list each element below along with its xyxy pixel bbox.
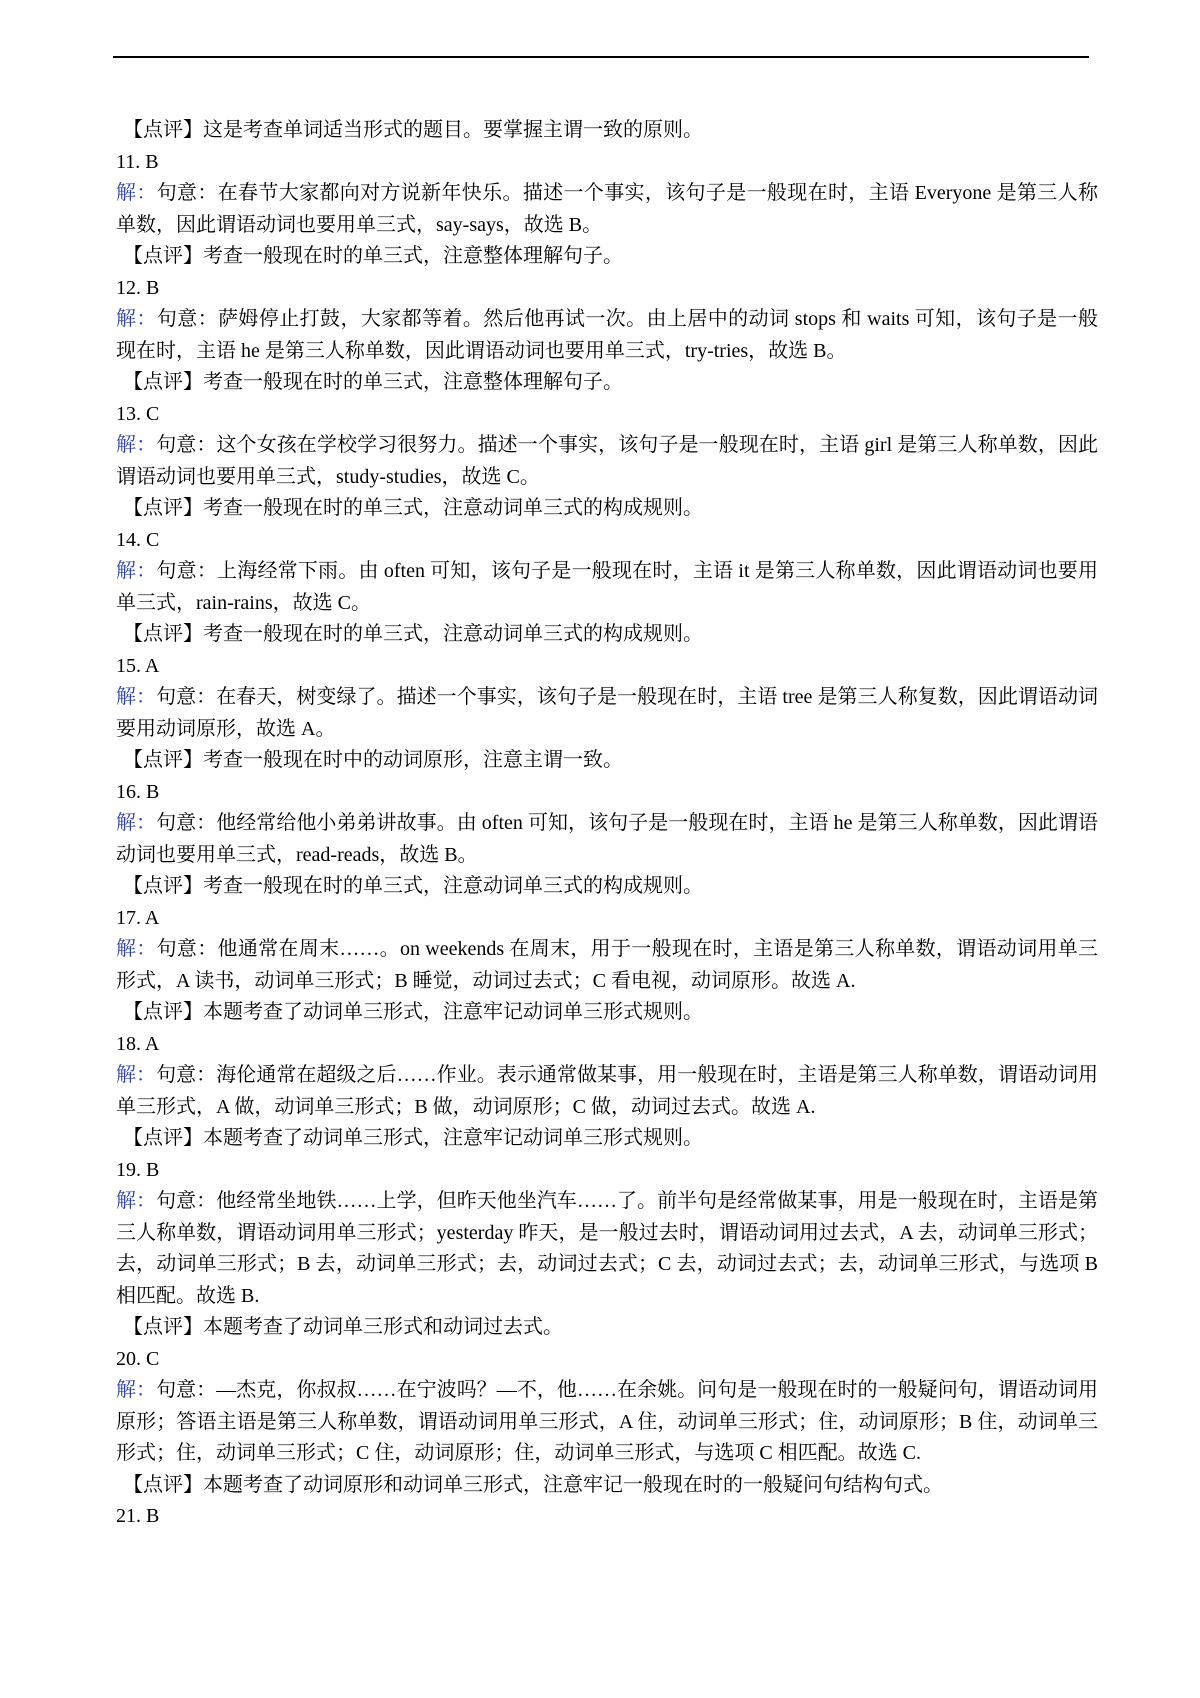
explanation-label: 解：	[116, 1190, 157, 1212]
answer-item	[116, 651, 1098, 777]
explanation-text: 句意：—杰克，你叔叔……在宁波吗？—不，他……在余姚。问句是一般现在时的一般疑问句，谓语动词用原形；答语主语是第三人称单数，谓语动词用单三形式，A 住，动词单三形式；住，动词原形；B 住，动词单三形式；住，动词单三形式；C 住，动词原形；住，动词单三形式，与选项 C 相匹配。故选 C.	[116, 1379, 1099, 1464]
explanation-text: 句意：他经常给他小弟弟讲故事。由 often 可知，该句子是一般现在时，主语 he 是第三人称单数，因此谓语动词也要用单三式，read-reads，故选 B。	[116, 812, 1098, 866]
answer-item	[116, 777, 1098, 903]
explanation-line	[116, 808, 1098, 871]
explanation-line	[116, 682, 1098, 745]
explanation-text: 句意：在春节大家都向对方说新年快乐。描述一个事实，该句子是一般现在时，主语 Everyone 是第三人称单数，因此谓语动词也要用单三式，say-says，故选 B。	[116, 182, 1098, 236]
answer-number: 21. B	[116, 1505, 160, 1527]
explanation-label: 解：	[116, 308, 157, 330]
answer-item	[116, 1344, 1098, 1502]
comment-line: 【点评】考查一般现在时的单三式，注意动词单三式的构成规则。	[123, 497, 703, 519]
answer-number: 11. B	[116, 150, 159, 173]
explanation-line	[116, 430, 1098, 493]
comment-line: 【点评】考查一般现在时的单三式，注意整体理解句子。	[123, 245, 623, 267]
explanation-label: 解：	[116, 812, 157, 834]
explanation-text: 句意：上海经常下雨。由 often 可知，该句子是一般现在时，主语 it 是第三人称单数，因此谓语动词也要用单三式，rain-rains，故选 C。	[116, 560, 1099, 614]
answer-number: 17. A	[116, 906, 160, 929]
answer-number: 14. C	[116, 528, 160, 551]
explanation-text: 句意：他经常坐地铁……上学，但昨天他坐汽车……了。前半句是经常做某事，用是一般现在时，主语是第三人称单数，谓语动词用单三形式；yesterday 昨天，是一般过去时，谓语动词用过去式，A 去，动词单三形式；去，动词单三形式；B 去，动词单三形式；去，动词过去式；C 去，动词过去式；去，动词单三形式，与选项 B 相匹配。故选 B.	[116, 1190, 1099, 1307]
comment-line: 【点评】本题考查了动词单三形式和动词过去式。	[123, 1316, 563, 1338]
header-rule	[113, 56, 1089, 58]
comment-line: 【点评】考查一般现在时的单三式，注意动词单三式的构成规则。	[123, 623, 703, 645]
comment-line: 【点评】本题考查了动词单三形式，注意牢记动词单三形式规则。	[123, 1127, 703, 1149]
explanation-text: 句意：海伦通常在超级之后……作业。表示通常做某事，用一般现在时，主语是第三人称单数，谓语动词用单三形式，A 做，动词单三形式；B 做，动词原形；C 做，动词过去式。故选 A.	[116, 1064, 1099, 1118]
answer-item	[116, 903, 1098, 1029]
answer-item	[116, 1029, 1098, 1155]
answer-number: 19. B	[116, 1158, 160, 1181]
explanation-line	[116, 1060, 1098, 1123]
explanation-text: 句意：在春天，树变绿了。描述一个事实，该句子是一般现在时，主语 tree 是第三人称复数，因此谓语动词要用动词原形，故选 A。	[116, 686, 1098, 740]
answer-number: 18. A	[116, 1032, 160, 1055]
explanation-text: 句意：萨姆停止打鼓，大家都等着。然后他再试一次。由上居中的动词 stops 和 waits 可知，该句子是一般现在时，主语 he 是第三人称单数，因此谓语动词也要用单三式，try-tries，故选 B。	[116, 308, 1098, 362]
comment-line: 【点评】本题考查了动词单三形式，注意牢记动词单三形式规则。	[123, 1001, 703, 1023]
explanation-label: 解：	[116, 686, 157, 708]
explanation-text: 句意：他通常在周末……。on weekends 在周末，用于一般现在时，主语是第三人称单数，谓语动词用单三形式，A 读书，动词单三形式；B 睡觉，动词过去式；C 看电视，动词原形。故选 A.	[116, 938, 1099, 992]
answer-number: 20. C	[116, 1347, 160, 1370]
explanation-line	[116, 304, 1098, 367]
answer-number: 15. A	[116, 654, 160, 677]
explanation-label: 解：	[116, 434, 157, 456]
explanation-label: 解：	[116, 1064, 157, 1086]
explanation-line	[116, 556, 1098, 619]
explanation-label: 解：	[116, 560, 157, 582]
explanation-line	[116, 1186, 1098, 1312]
answer-item	[116, 147, 1098, 273]
answer-number: 16. B	[116, 780, 160, 803]
explanation-line	[116, 178, 1098, 241]
answer-item	[116, 273, 1098, 399]
answer-number: 13. C	[116, 402, 160, 425]
explanation-label: 解：	[116, 182, 157, 204]
explanation-label: 解：	[116, 938, 157, 960]
answer-content	[116, 115, 1098, 1533]
explanation-text: 句意：这个女孩在学校学习很努力。描述一个事实，该句子是一般现在时，主语 girl 是第三人称单数，因此谓语动词也要用单三式，study-studies，故选 C。	[116, 434, 1099, 488]
answer-number: 12. B	[116, 276, 160, 299]
explanation-line	[116, 934, 1098, 997]
comment-line: 【点评】本题考查了动词原形和动词单三形式，注意牢记一般现在时的一般疑问句结构句式。	[123, 1473, 943, 1496]
comment-line: 【点评】考查一般现在时的单三式，注意动词单三式的构成规则。	[123, 875, 703, 897]
answer-item	[116, 1155, 1098, 1344]
comment-line: 【点评】考查一般现在时的单三式，注意整体理解句子。	[123, 371, 623, 393]
comment-line: 【点评】考查一般现在时中的动词原形，注意主谓一致。	[123, 749, 623, 771]
explanation-line	[116, 1375, 1098, 1470]
answer-item	[116, 525, 1098, 651]
answer-item	[116, 399, 1098, 525]
comment-line: 【点评】这是考查单词适当形式的题目。要掌握主谓一致的原则。	[123, 119, 703, 141]
explanation-label: 解：	[116, 1379, 157, 1401]
